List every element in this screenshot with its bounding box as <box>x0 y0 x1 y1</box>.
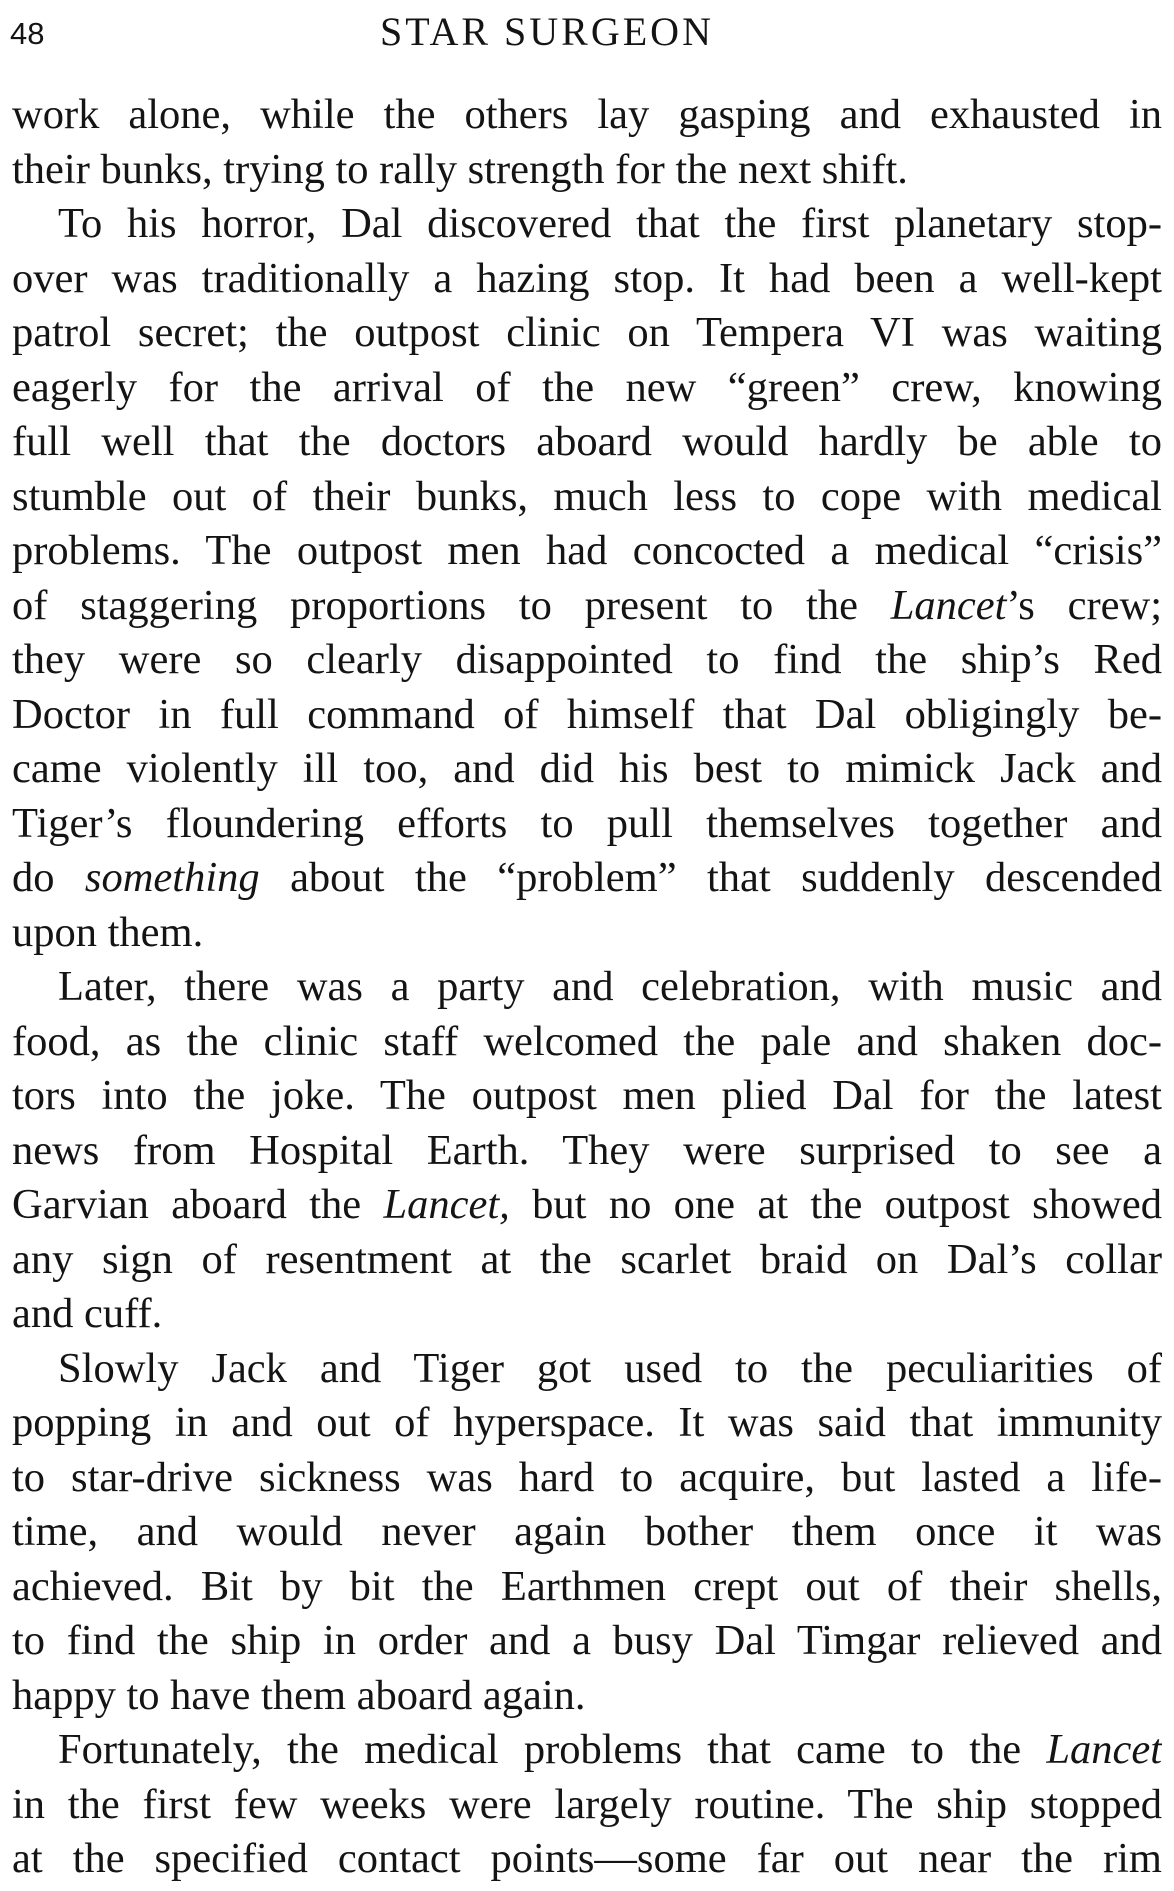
text-line: problems. The outpost men had concocted a medical “crisis” <box>12 527 1162 574</box>
text-line: time, and would never again bother them once it was <box>12 1508 1162 1555</box>
text-segment: Fortunately, the medical problems that came to the <box>58 1726 1022 1773</box>
text-line: came violently ill too, and did his best to mimick Jack and <box>12 745 1162 792</box>
ship-name-italic: Lancet <box>1046 1726 1162 1773</box>
text-line: their bunks, trying to rally strength for the next shift. <box>12 145 908 193</box>
text-line <box>12 851 1162 906</box>
text-segment: about the “problem” that suddenly descended <box>290 854 1162 901</box>
running-head <box>10 8 1150 58</box>
text-line: Tiger’s floundering efforts to pull themselves together and <box>12 799 1162 847</box>
paragraph-start-line: To his horror, Dal discovered that the first planetary stop- <box>58 200 1162 247</box>
emphasis-italic: something <box>84 854 260 901</box>
paragraph-start-line: Later, there was a party and celebration, with music and <box>58 963 1162 1010</box>
text-segment: but no one at the outpost showed <box>532 1181 1162 1228</box>
ship-name-italic: Lancet <box>890 581 1007 629</box>
text-line: popping in and out of hyperspace. It was said that immunity <box>12 1399 1162 1446</box>
text-line: any sign of resentment at the scarlet braid on Dal’s collar <box>12 1235 1162 1283</box>
text-line: stumble out of their bunks, much less to cope with medical <box>12 472 1162 520</box>
text-line: over was traditionally a hazing stop. It had been a well-kept <box>12 254 1162 302</box>
paragraph-start-line <box>12 1723 1162 1778</box>
book-title: STAR SURGEON <box>380 9 714 54</box>
text-line: achieved. Bit by bit the Earthmen crept out of their shells, <box>12 1562 1162 1610</box>
text-segment: do <box>12 854 55 901</box>
text-line: at the specified contact points—some far out near the rim <box>12 1835 1162 1882</box>
text-line: in the first few weeks were largely routine. The ship stopped <box>12 1780 1162 1828</box>
ship-name-italic: Lancet, <box>383 1181 510 1228</box>
text-line: Doctor in full command of himself that Dal obligingly be- <box>12 690 1162 738</box>
text-line <box>12 579 1162 634</box>
text-line: patrol secret; the outpost clinic on Tempera VI was waiting <box>12 309 1162 356</box>
text-line: work alone, while the others lay gasping and exhausted in <box>12 91 1162 138</box>
text-line: news from Hospital Earth. They were surprised to see a <box>12 1126 1162 1174</box>
text-segment: Garvian aboard the <box>12 1181 362 1228</box>
text-line: food, as the clinic staff welcomed the pale and shaken doc- <box>12 1017 1162 1065</box>
text-segment: of staggering proportions to present to the <box>12 581 858 629</box>
text-segment: ’s crew; <box>1006 581 1162 629</box>
paragraph-start-line: Slowly Jack and Tiger got used to the peculiarities of <box>58 1344 1162 1392</box>
text-line <box>12 1178 1162 1233</box>
text-line: and cuff. <box>12 1290 163 1337</box>
text-line: they were so clearly disappointed to find the ship’s Red <box>12 636 1162 683</box>
text-line: to find the ship in order and a busy Dal Timgar relieved and <box>12 1617 1162 1664</box>
text-line: eagerly for the arrival of the new “green” crew, knowing <box>12 363 1162 411</box>
text-line: to star-drive sickness was hard to acquire, but lasted a life- <box>12 1453 1162 1501</box>
page-number: 48 <box>10 16 45 51</box>
text-line: upon them. <box>12 908 204 956</box>
text-line: tors into the joke. The outpost men plied Dal for the latest <box>12 1072 1162 1119</box>
body-text <box>12 88 1162 1887</box>
text-line: happy to have them aboard again. <box>12 1671 586 1719</box>
text-line: full well that the doctors aboard would hardly be able to <box>12 418 1162 465</box>
